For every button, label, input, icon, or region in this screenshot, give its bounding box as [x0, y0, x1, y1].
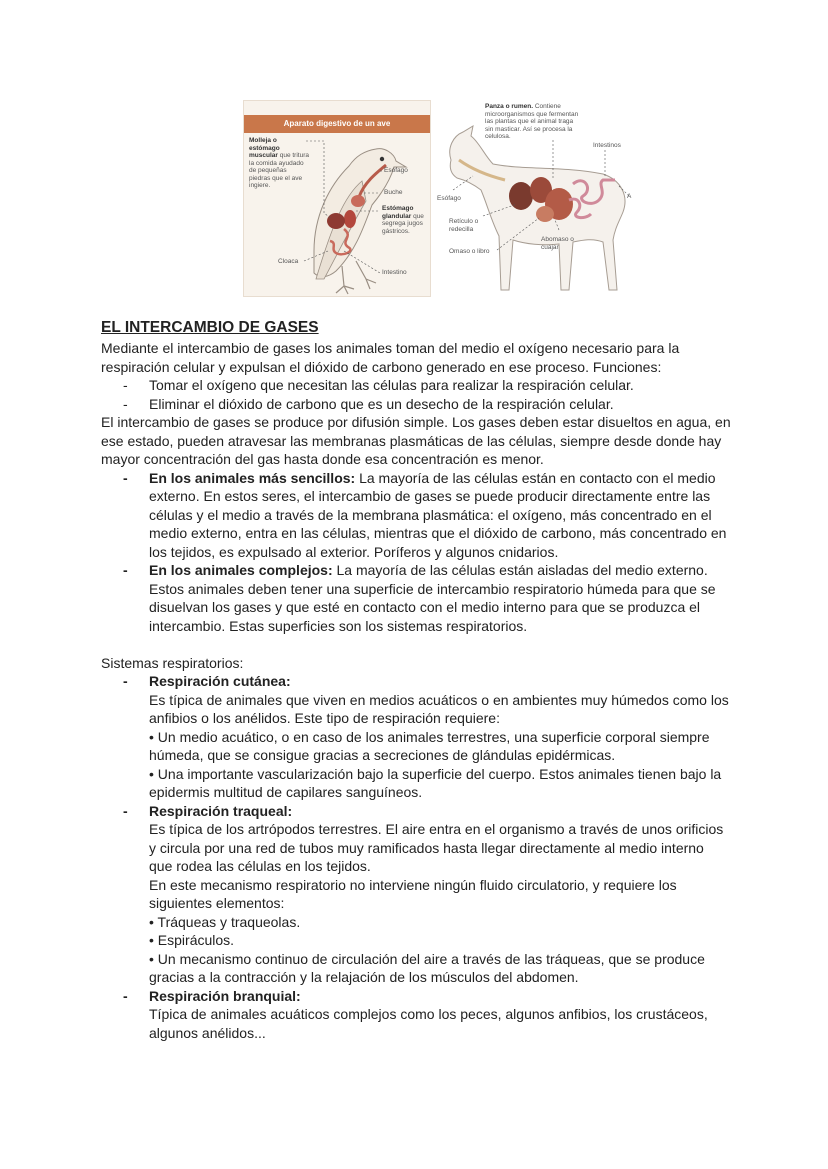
bird-illustration	[244, 101, 431, 297]
list-item: - En los animales complejos: La mayoría de las células están aisladas del medio externo. Estos animales deben tener una superficie de intercambio respiratorio húmeda para que se disuelvan los gases y que esté en contacto con el medio interno para que se produzca el intercambio. Estas superficies son los sistemas respiratorios.	[123, 562, 716, 634]
systems-intro: Sistemas respiratorios:	[101, 654, 244, 671]
digestive-systems-figure	[243, 100, 635, 297]
intestinos-label: Intestinos	[593, 142, 621, 149]
omaso-label: Omaso o libro	[449, 248, 490, 255]
panza-label: Panza o rumen. Contiene microorganismos que fermentan las plantas que el animal traga sin masticar. Así se procesa la celulosa.	[485, 103, 579, 140]
intro-paragraph: Mediante el intercambio de gases los animales toman del medio el oxígeno necesario para la respiración celular y expulsan el dióxido de carbono generado en ese proceso. Funciones:	[101, 340, 680, 375]
list-item: - Respiración branquial: Típica de animales acuáticos complejos como los peces, algunos anfibios, los crustáceos, algunos anélidos...	[123, 987, 708, 1041]
buche-label: Buche	[384, 189, 403, 196]
bird-intestino-label: Intestino	[382, 269, 407, 276]
abomaso-label: Abomaso o cuajar	[541, 236, 574, 251]
ruminant-digestive-panel	[433, 100, 635, 297]
cut-off-label: A	[627, 193, 632, 200]
estomago-glandular-label: Estómago glandular que segrega jugos gástricos.	[382, 205, 424, 235]
bird-digestive-panel	[243, 100, 431, 297]
list-item: - En los animales más sencillos: La mayoría de las células están en contacto con el medio externo. En estos seres, el intercambio de gases se puede producir directamente entre las células y el medio a través de la membrana plasmática: el oxígeno, más concentrado en el medio externo, entra en las células, mientras que el dióxido de carbono, más concentrado en los tejidos, es expulsado al exterior. Poríferos y algunos cnidarios.	[123, 469, 727, 560]
list-item: - Eliminar el dióxido de carbono que es un desecho de la respiración celular.	[123, 395, 614, 412]
article-body	[101, 318, 731, 1042]
cases-list	[101, 469, 731, 636]
functions-list	[101, 376, 731, 413]
section-heading: EL INTERCAMBIO DE GASES	[101, 319, 319, 336]
cow-esofago-label: Esófago	[437, 195, 461, 202]
molleja-label: Molleja o estómago muscular que tritura la comida ayudado de pequeñas piedras que el ave ingiere.	[249, 137, 309, 189]
cloaca-label: Cloaca	[278, 258, 299, 265]
diffusion-paragraph: El intercambio de gases se produce por difusión simple. Los gases deben estar disueltos en agua, en ese estado, pueden atravesar las membranas plasmáticas de las células, siempre desde donde hay mayor concentración del gas hasta donde esa concentración es menor.	[101, 414, 731, 467]
list-item: - Tomar el oxígeno que necesitan las células para realizar la respiración celular.	[123, 377, 634, 393]
bird-panel-title: Aparato digestivo de un ave	[244, 115, 430, 133]
reticulo-label: Retículo o redecilla	[449, 218, 479, 233]
respiratory-systems-list	[101, 672, 731, 1042]
list-item: - Respiración cutánea: Es típica de animales que viven en medios acuáticos o en ambientes muy húmedos como los anfibios o los anélidos. Este tipo de respiración requiere: • Un medio acuático, o en caso de los animales terrestres, una superficie corporal siempre húmeda, que se consigue gracias a secreciones de glándulas epidérmicas. • Una importante vascularización bajo la superficie del cuerpo. Estos animales tienen bajo la epidermis multitud de capilares sanguíneos.	[123, 673, 729, 800]
bird-esofago-label: Esófago	[384, 167, 408, 174]
list-item: - Respiración traqueal: Es típica de los artrópodos terrestres. El aire entra en el organismo a través de unos orificios y circula por una red de tubos muy ramificados hasta llegar directamente al medio interno que rodea las células en los tejidos. En este mecanismo respiratorio no interviene ningún fluido circulatorio, y requiere los siguientes elementos: • Tráqueas y traqueolas. • Espiráculos. • Un mecanismo continuo de circulación del aire a través de las tráqueas, que se produce gracias a la contracción y la relajación de los músculos del abdomen.	[123, 802, 724, 985]
